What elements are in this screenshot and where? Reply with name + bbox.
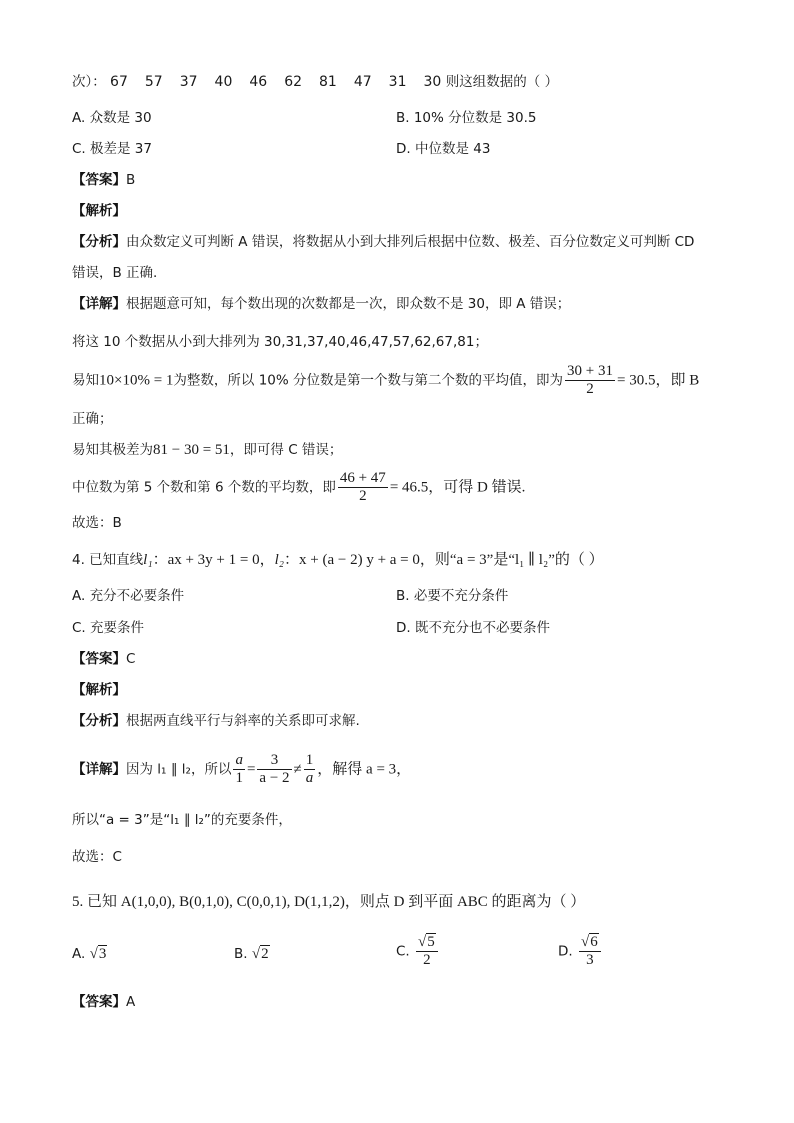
- math-expression: 10×10% = 1: [99, 372, 174, 389]
- detail-text: = 46.5，可得 D 错误.: [389, 479, 526, 496]
- q3-option-a: A. 众数是 30: [72, 110, 152, 126]
- fraction: [338, 470, 388, 505]
- q3-number: 46: [249, 74, 268, 90]
- q4-option-c: C. 充要条件: [72, 620, 145, 636]
- q4-detail-line1: [72, 752, 411, 787]
- radicand: 6: [590, 934, 598, 950]
- q3-fenxi-line1: [72, 232, 694, 252]
- q4-option-b: B. 必要不充分条件: [396, 588, 509, 604]
- q3-fenxi-line2: 错误，B 正确.: [72, 265, 158, 281]
- q5-option-c: [396, 934, 440, 969]
- q3-detail-line1: [72, 294, 570, 314]
- detail-text: 为整数，所以 10% 分位数是第一个数与第二个数的平均值，即为: [173, 372, 564, 389]
- q4-option-d: D. 既不充分也不必要条件: [396, 620, 550, 636]
- detail-text: 中位数为第 5 个数和第 6 个数的平均数，即: [72, 479, 336, 496]
- detail-tag: 【详解】: [72, 296, 126, 312]
- answer-tag: 【答案】: [72, 651, 126, 667]
- detail-text: 易知: [72, 372, 99, 389]
- q3-stem-prefix: 次）：: [72, 74, 106, 90]
- radicand: 3: [98, 946, 107, 962]
- detail-text: 因为 l₁ ∥ l₂，所以: [126, 761, 232, 778]
- q3-stem-suffix: 则这组数据的（ ）: [445, 74, 559, 90]
- fraction-numerator: 3: [257, 752, 291, 770]
- analysis-tag: 【解析】: [72, 203, 126, 219]
- fraction: [416, 934, 438, 969]
- q3-answer: [72, 170, 135, 190]
- q3-number: 30: [423, 74, 442, 90]
- answer-value: B: [126, 172, 136, 188]
- q3-number: 47: [353, 74, 372, 90]
- q3-number: 31: [388, 74, 407, 90]
- line-label: l₁: [143, 552, 153, 568]
- q3-detail-line3: [72, 363, 699, 398]
- q3-number: 62: [284, 74, 303, 90]
- fraction-numerator: a: [235, 752, 243, 768]
- fraction-numerator: 46 + 47: [339, 470, 386, 486]
- q3-number: 67: [110, 74, 128, 90]
- fraction-denominator: 1: [235, 770, 243, 786]
- equals-sign: =: [246, 761, 256, 778]
- q4-answer: [72, 649, 135, 669]
- option-label: D.: [558, 943, 573, 960]
- detail-tag: 【详解】: [72, 761, 126, 778]
- q3-number: 57: [144, 74, 163, 90]
- fraction: [257, 752, 291, 787]
- fraction-denominator: a − 2: [259, 770, 290, 786]
- fraction-denominator: a: [305, 770, 314, 786]
- q3-detail-line6: [72, 470, 525, 505]
- q5-option-b: [234, 944, 270, 964]
- detail-text: = 30.5，即 B: [616, 372, 700, 389]
- answer-value: A: [126, 994, 136, 1010]
- q3-analysis-heading: [72, 201, 126, 221]
- answer-tag: 【答案】: [72, 172, 126, 188]
- answer-value: C: [126, 651, 136, 667]
- q3-option-c: C. 极差是 37: [72, 141, 152, 157]
- option-label: B.: [234, 946, 248, 962]
- math-expression: ：ax + 3y + 1 = 0，: [152, 552, 275, 568]
- q5-option-a: [72, 944, 107, 964]
- q3-number: 37: [179, 74, 198, 90]
- q3-conclusion: 故选：B: [72, 515, 122, 531]
- fraction: [233, 752, 245, 787]
- q4-conclusion: 故选：C: [72, 849, 122, 865]
- q4-stem: [72, 550, 604, 570]
- option-label: C.: [396, 943, 410, 960]
- q3-detail-line5: [72, 440, 342, 460]
- fraction-denominator: 3: [586, 952, 594, 968]
- fenxi-tag: 【分析】: [72, 713, 126, 729]
- fraction-denominator: 2: [423, 952, 431, 968]
- q5-option-d: [558, 934, 603, 969]
- fenxi-text: 由众数定义可判断 A 错误，将数据从小到大排列后根据中位数、极差、百分位数定义可判断 CD: [126, 234, 695, 250]
- q3-option-d: D. 中位数是 43: [396, 141, 491, 157]
- fraction-denominator: 2: [586, 381, 594, 397]
- q3-stem: [72, 72, 558, 92]
- detail-text: ，即可得 C 错误；: [229, 442, 343, 458]
- radicand: 2: [261, 946, 269, 962]
- math-expression: ：x + (a − 2) y + a = 0，则“a = 3”是“l₁ ∥ l₂”的（ ）: [284, 552, 604, 568]
- q3-option-b: B. 10% 分位数是 30.5: [396, 110, 537, 126]
- fenxi-text: 根据两直线平行与斜率的关系即可求解.: [126, 713, 360, 729]
- sqrt-expression: √2: [251, 946, 269, 962]
- option-label: A.: [72, 946, 86, 962]
- detail-text: 易知其极差为: [72, 442, 153, 458]
- line-label: l₂: [274, 552, 284, 568]
- sqrt-expression: √3: [89, 946, 107, 962]
- radicand: 5: [427, 934, 435, 950]
- q5-answer: [72, 992, 135, 1012]
- q4-analysis-heading: [72, 680, 126, 700]
- q5-stem: 5. 已知 A(1,0,0), B(0,1,0), C(0,0,1), D(1,1,2)，则点 D 到平面 ABC 的距离为（ ）: [72, 894, 586, 910]
- detail-text: 根据题意可知，每个数出现的次数都是一次，即众数不是 30，即 A 错误；: [126, 296, 571, 312]
- fraction-numerator: √6: [579, 934, 601, 952]
- q3-number: 40: [214, 74, 233, 90]
- q4-option-a: A. 充分不必要条件: [72, 588, 185, 604]
- fenxi-tag: 【分析】: [72, 234, 126, 250]
- fraction: [304, 752, 316, 787]
- fraction-numerator: √5: [416, 934, 438, 952]
- math-expression: 81 − 30 = 51: [153, 442, 230, 458]
- q3-number-list: [110, 74, 446, 90]
- analysis-tag: 【解析】: [72, 682, 126, 698]
- q4-stem-text: 4. 已知直线: [72, 552, 144, 568]
- fraction: [565, 363, 615, 398]
- q3-number: 81: [319, 74, 337, 90]
- not-equal-sign: ≠: [293, 761, 302, 778]
- q4-detail-line2: 所以“a = 3”是“l₁ ∥ l₂”的充要条件，: [72, 812, 292, 828]
- fraction: [579, 934, 601, 969]
- answer-tag: 【答案】: [72, 994, 126, 1010]
- q3-detail-line4: 正确；: [72, 411, 113, 427]
- fraction-denominator: 2: [359, 488, 367, 504]
- fraction-numerator: 1: [305, 752, 314, 768]
- detail-text: ，解得 a = 3，: [317, 761, 412, 778]
- q3-detail-line2: 将这 10 个数据从小到大排列为 30,31,37,40,46,47,57,62,67,81；: [72, 334, 488, 350]
- q4-fenxi-line1: [72, 711, 360, 731]
- fraction-numerator: 30 + 31: [567, 363, 613, 379]
